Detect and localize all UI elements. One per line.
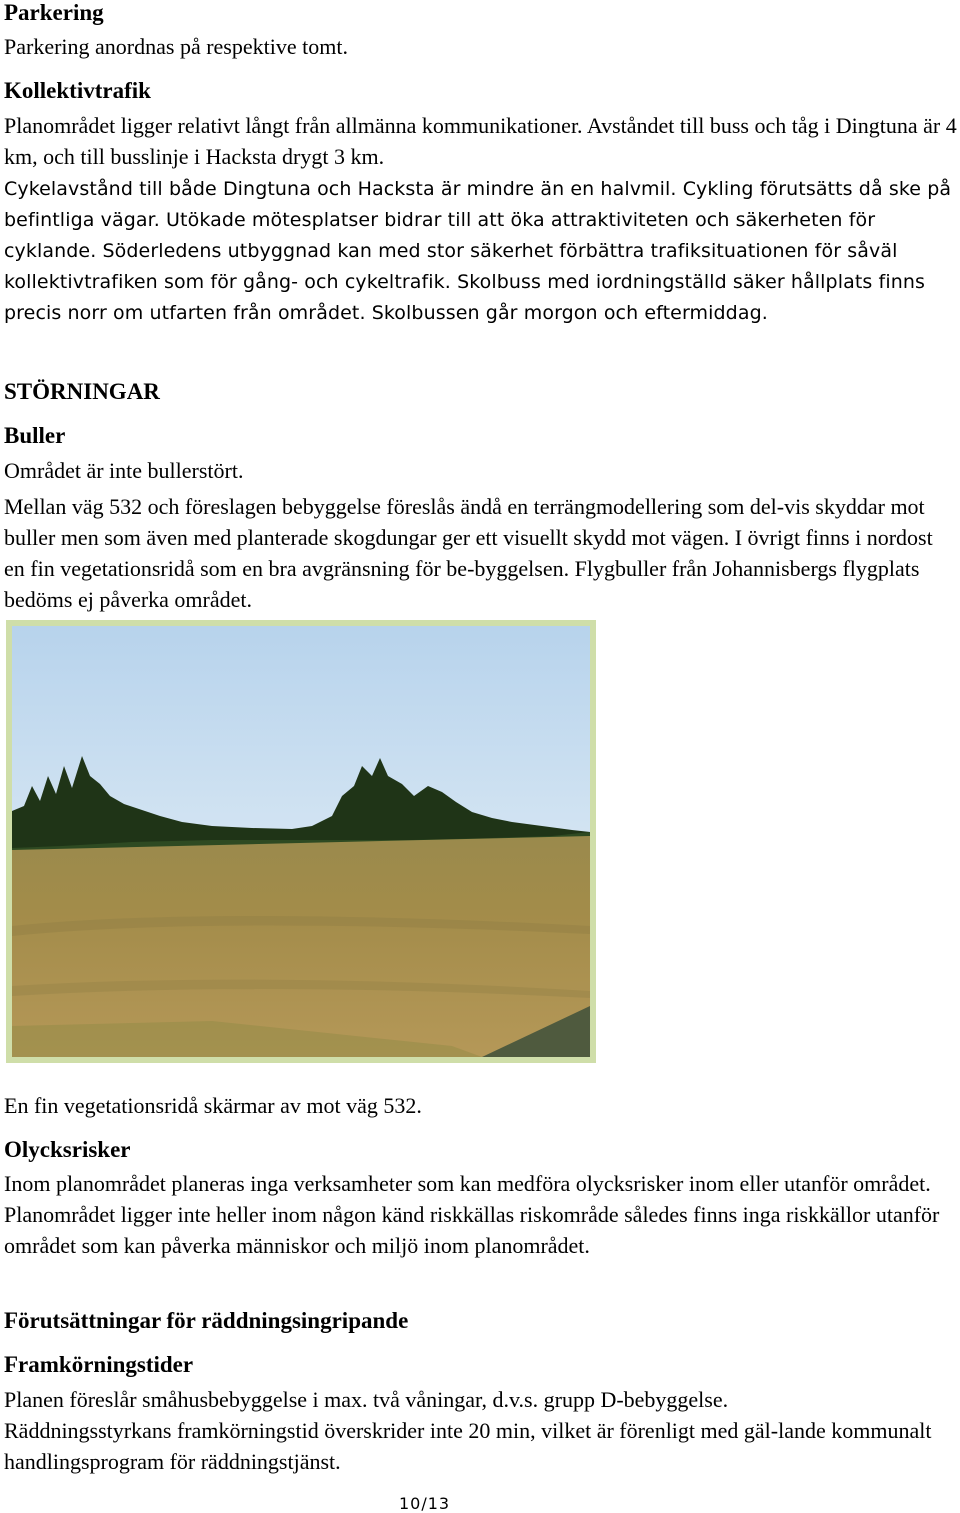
text-olycksrisker: Inom planområdet planeras inga verksamheter som kan medföra olycksrisker inom eller utanför området. Planområdet ligger inte heller inom någon känd riskkällas riskområde således finns inga riskkällor utanför området som kan påverka människor och miljö inom planområdet.	[4, 1171, 940, 1258]
landscape-photo	[6, 620, 596, 1063]
text-buller-1: Området är inte bullerstört.	[4, 458, 244, 483]
heading-storningar: STÖRNINGAR	[4, 379, 160, 404]
text-kollektivtrafik-serif: Planområdet ligger relativt långt från allmänna kommunikationer. Avståndet till buss och tåg i Dingtuna är 4 km, och till busslinje i Hacksta drygt 3 km.	[4, 113, 957, 169]
heading-kollektivtrafik: Kollektivtrafik	[4, 78, 151, 103]
text-framkorning-1: Planen föreslår småhusbebyggelse i max. två våningar, d.v.s. grupp D-bebyggelse.	[4, 1387, 729, 1412]
text-parkering: Parkering anordnas på respektive tomt.	[4, 34, 348, 59]
heading-olycksrisker: Olycksrisker	[4, 1137, 131, 1162]
photo-caption: En fin vegetationsridå skärmar av mot väg 532.	[4, 1093, 422, 1118]
field-treeline-image	[12, 626, 590, 1057]
text-buller-2: Mellan väg 532 och föreslagen bebyggelse föreslås ändå en terrängmodellering som del-vis skyddar mot buller men som även med planterade skogdungar ger ett visuellt skydd mot vägen. I övrigt finns i nordost en fin vegetationsridå som en bra avgränsning för be-byggelsen. Flygbuller från Johannisbergs flygplats bedöms ej påverka området.	[4, 494, 933, 612]
page-number: 10/13	[399, 1494, 451, 1513]
heading-buller: Buller	[4, 423, 66, 448]
heading-framkorningstider: Framkörningstider	[4, 1352, 194, 1377]
text-framkorning-2: Räddningsstyrkans framkörningstid överskrider inte 20 min, vilket är förenligt med gäl-lande kommunalt handlingsprogram för räddningstjänst.	[4, 1418, 932, 1474]
heading-parkering: Parkering	[4, 0, 104, 25]
heading-raddningsingripande: Förutsättningar för räddningsingripande	[4, 1308, 409, 1333]
text-kollektivtrafik-sans: Cykelavstånd till både Dingtuna och Hacksta är mindre än en halvmil. Cykling förutsätts då ske på befintliga vägar. Utökade mötesplatser bidrar till att öka attraktiviteten och säkerheten för cyklande. Söderledens utbyggnad kan med stor säkerhet förbättra trafiksituationen för såväl kollektivtrafiken som för gång- och cykeltrafik. Skolbuss med iordningställd säker hållplats finns precis norr om utfarten från området. Skolbussen går morgon och eftermiddag.	[4, 178, 952, 324]
